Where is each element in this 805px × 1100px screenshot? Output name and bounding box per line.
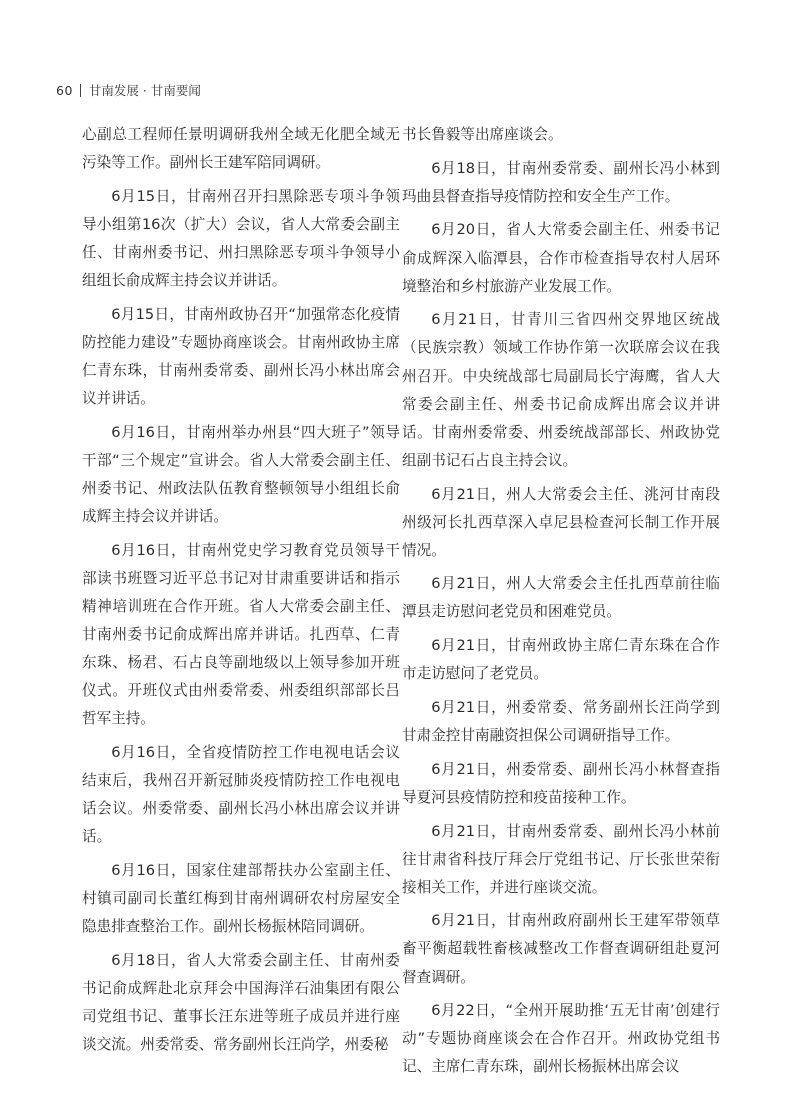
paragraph: 6月21日，甘南州委常委、副州长冯小林前往甘肃省科技厅拜会厅党组书记、厅长张世荣衔接相关工作，并进行座谈交流。 bbox=[402, 822, 720, 896]
paragraph: 6月16日，国家住建部帮扶办公室副主任、村镇司副司长董红梅到甘南州调研农村房屋安全隐患排查整治工作。副州长杨振林陪同调研。 bbox=[82, 861, 400, 936]
left-column bbox=[82, 121, 400, 1065]
page-header bbox=[56, 80, 201, 100]
paragraph: 6月21日，甘青川三省四州交界地区统战（民族宗教）领域工作协作第一次联席会议在我州召开。中央统战部七局副局长宁海鹰，省人大常委会副主任、州委书记俞成辉出席会议并讲话。甘南州委常委、州委统战部部长、州政协党组副书记石占良主持会议。 bbox=[402, 311, 720, 469]
paragraph: 6月20日，省人大常委会副主任、州委书记俞成辉深入临潭县，合作市检查指导农村人居环境整治和乡村旅游产业发展工作。 bbox=[402, 221, 720, 295]
right-column bbox=[402, 121, 720, 1087]
page-number: 60 bbox=[56, 82, 73, 98]
paragraph: 6月22日，“全州开展助推‘五无甘南’创建行动”专题协商座谈会在合作召开。州政协党组书记、主席仁青东珠，副州长杨振林出席会议 bbox=[402, 1002, 720, 1076]
paragraph: 6月21日，州委常委、常务副州长汪尚学到甘肃金控甘南融资担保公司调研指导工作。 bbox=[402, 698, 720, 745]
paragraph: 心副总工程师任景明调研我州全域无化肥全域无污染等工作。副州长王建军陪同调研。 bbox=[82, 126, 400, 172]
paragraph: 6月18日，甘南州委常委、副州长冯小林到玛曲县督查指导疫情防控和安全生产工作。 bbox=[402, 159, 720, 205]
paragraph: 6月21日，州委常委、副州长冯小林督查指导夏河县疫情防控和疫苗接种工作。 bbox=[402, 760, 720, 806]
section-title: 甘南发展 · 甘南要闻 bbox=[88, 83, 201, 98]
paragraph: 6月15日，甘南州政协召开“加强常态化疫情防控能力建设”专题协商座谈会。甘南州政协主席仁青东珠，甘南州委常委、副州长冯小林出席会议并讲话。 bbox=[82, 305, 400, 408]
paragraph: 6月21日，甘南州政协主席仁青东珠在合作市走访慰问了老党员。 bbox=[402, 637, 720, 683]
paragraph: 6月21日，州人大常委会主任、洮河甘南段州级河长扎西草深入卓尼县检查河长制工作开展情况。 bbox=[402, 485, 720, 559]
paragraph: 6月18日，省人大常委会副主任、甘南州委书记俞成辉赴北京拜会中国海洋石油集团有限公司党组书记、董事长汪东进等班子成员并进行座谈交流。州委常委、常务副州长汪尚学，州委秘 bbox=[82, 951, 400, 1054]
paragraph: 6月16日，全省疫情防控工作电视电话会议结束后，我州召开新冠肺炎疫情防控工作电视电话会议。州委常委、副州长冯小林出席会议并讲话。 bbox=[82, 743, 400, 846]
paragraph: 6月16日，甘南州举办州县“四大班子”领导干部“三个规定”宣讲会。省人大常委会副主任、州委书记、州政法队伍教育整顿领导小组组长俞成辉主持会议并讲话。 bbox=[82, 423, 400, 525]
paragraph: 书长鲁毅等出席座谈会。 bbox=[402, 126, 563, 143]
paragraph: 6月16日，甘南州党史学习教育党员领导干部读书班暨习近平总书记对甘肃重要讲话和指示精神培训班在合作开班。省人大常委会副主任、甘南州委书记俞成辉出席并讲话。扎西草、仁青东珠、杨君、石占良等副地级以上领导参加开班仪式。开班仪式由州委常委、州委组织部部长吕哲军主持。 bbox=[82, 541, 400, 728]
paragraph: 6月21日，甘南州政府副州长王建军带领草畜平衡超载牲畜核减整改工作督查调研组赴夏河督查调研。 bbox=[402, 912, 720, 986]
paragraph: 6月21日，州人大常委会主任扎西草前往临潭县走访慰问老党员和困难党员。 bbox=[402, 575, 720, 621]
paragraph: 6月15日，甘南州召开扫黑除恶专项斗争领导小组第16次（扩大）会议，省人大常委会副主任、甘南州委书记、州扫黑除恶专项斗争领导小组组长俞成辉主持会议并讲话。 bbox=[82, 187, 400, 290]
header-divider bbox=[80, 84, 81, 97]
